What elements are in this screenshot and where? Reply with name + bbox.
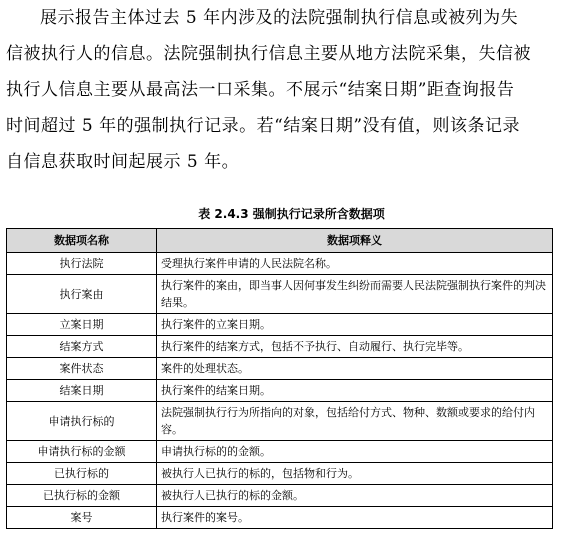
column-header-desc: 数据项释义 bbox=[157, 229, 553, 253]
intro-line: 时间超过 5 年的强制执行记录。若“结案日期”没有值，则该条记录 bbox=[6, 116, 521, 136]
intro-line: 信被执行人的信息。法院强制执行信息主要从地方法院采集，失信被 bbox=[6, 44, 531, 64]
table-row bbox=[7, 275, 553, 314]
field-desc: 法院强制执行行为所指向的对象，包括给付方式、物种、数额或要求的给付内容。 bbox=[157, 402, 553, 441]
field-desc: 执行案件的结案方式，包括不予执行、自动履行、执行完毕等。 bbox=[157, 336, 553, 358]
table-caption: 表 2.4.3 强制执行记录所含数据项 bbox=[198, 207, 385, 221]
field-desc: 被执行人已执行的标的金额。 bbox=[157, 485, 553, 507]
field-name: 案件状态 bbox=[7, 358, 157, 380]
table-row bbox=[7, 441, 553, 463]
field-desc: 执行案件的案号。 bbox=[157, 507, 553, 529]
intro-line: 执行人信息主要从最高法一口采集。不展示“结案日期”距查询报告 bbox=[6, 80, 515, 100]
field-desc: 执行案件的结案日期。 bbox=[157, 380, 553, 402]
field-desc: 受理执行案件申请的人民法院名称。 bbox=[157, 253, 553, 275]
intro-line: 自信息获取时间起展示 5 年。 bbox=[6, 152, 240, 172]
field-name: 申请执行标的 bbox=[7, 402, 157, 441]
intro-paragraph bbox=[6, 0, 578, 180]
field-desc: 案件的处理状态。 bbox=[157, 358, 553, 380]
data-fields-table bbox=[6, 228, 553, 529]
field-desc: 申请执行标的的金额。 bbox=[157, 441, 553, 463]
field-desc: 执行案件的立案日期。 bbox=[157, 314, 553, 336]
column-header-name: 数据项名称 bbox=[7, 229, 157, 253]
table-header-row bbox=[7, 229, 553, 253]
field-name: 已执行标的 bbox=[7, 463, 157, 485]
field-name: 执行法院 bbox=[7, 253, 157, 275]
table-row bbox=[7, 336, 553, 358]
field-name: 结案方式 bbox=[7, 336, 157, 358]
table-row bbox=[7, 402, 553, 441]
table-row bbox=[7, 485, 553, 507]
table-row bbox=[7, 314, 553, 336]
table-row bbox=[7, 253, 553, 275]
table-row bbox=[7, 463, 553, 485]
field-name: 已执行标的金额 bbox=[7, 485, 157, 507]
field-name: 案号 bbox=[7, 507, 157, 529]
table-row bbox=[7, 380, 553, 402]
table-row bbox=[7, 358, 553, 380]
intro-line: 展示报告主体过去 5 年内涉及的法院强制执行信息或被列为失 bbox=[40, 8, 519, 28]
field-desc: 被执行人已执行的标的，包括物和行为。 bbox=[157, 463, 553, 485]
field-desc: 执行案件的案由，即当事人因何事发生纠纷而需要人民法院强制执行案件的判决结果。 bbox=[157, 275, 553, 314]
table-row bbox=[7, 507, 553, 529]
field-name: 执行案由 bbox=[7, 275, 157, 314]
field-name: 立案日期 bbox=[7, 314, 157, 336]
field-name: 申请执行标的金额 bbox=[7, 441, 157, 463]
field-name: 结案日期 bbox=[7, 380, 157, 402]
